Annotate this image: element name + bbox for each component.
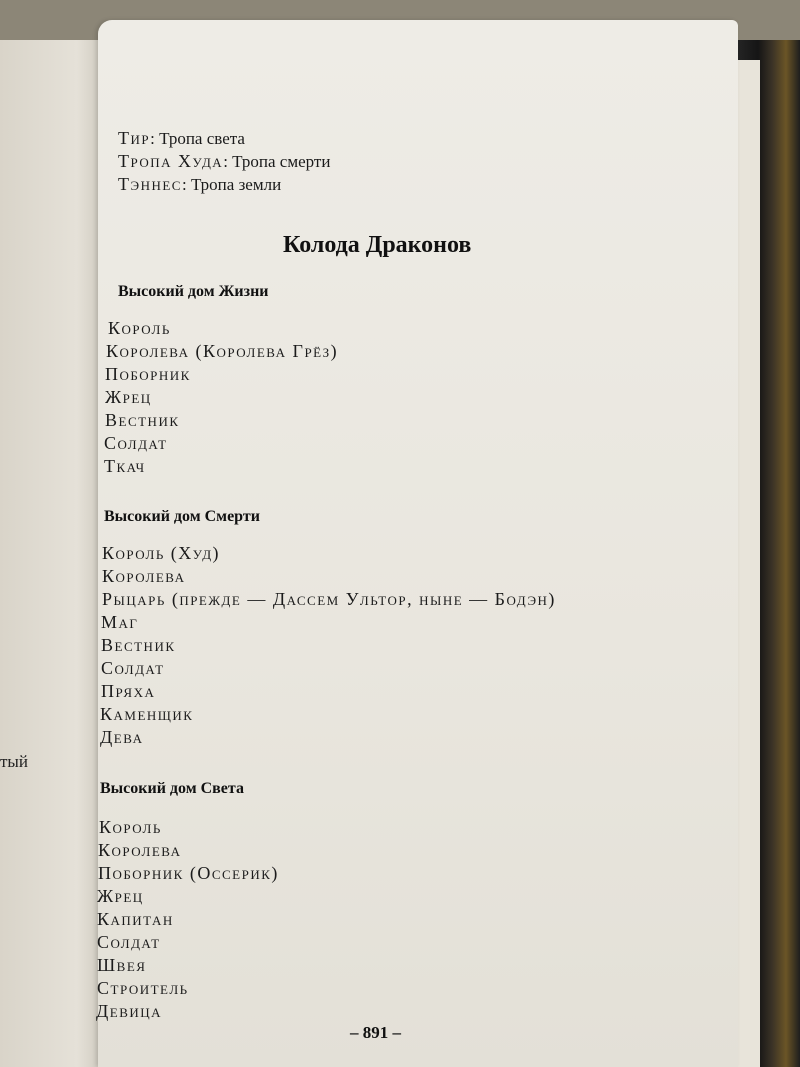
section-heading: Высокий дом Смерти <box>104 508 260 525</box>
intro-line: Тэннес: Тропа земли <box>118 174 282 194</box>
list-item: Рыцарь (прежде — Дассем Ультор, ныне — Бодэн) <box>102 589 556 609</box>
left-page-fragment: тый <box>0 752 28 771</box>
list-item: Каменщик <box>100 704 194 724</box>
list-item: Швея <box>97 955 147 975</box>
list-item: Солдат <box>104 433 168 453</box>
page-number: – 891 – <box>350 1023 401 1042</box>
list-item: Король <box>99 817 162 837</box>
list-item: Маг <box>101 612 139 632</box>
list-item: Поборник <box>105 364 191 384</box>
list-item: Солдат <box>101 658 165 678</box>
list-item: Строитель <box>97 978 189 998</box>
list-item: Солдат <box>97 932 161 952</box>
list-item: Жрец <box>105 387 152 407</box>
section-heading: Высокий дом Света <box>100 780 244 797</box>
list-item: Пряха <box>101 681 156 701</box>
list-item: Капитан <box>97 909 174 929</box>
intro-line: Тропа Худа: Тропа смерти <box>118 151 331 171</box>
section-heading: Высокий дом Жизни <box>118 283 269 300</box>
list-item: Вестник <box>101 635 176 655</box>
list-item: Поборник (Оссерик) <box>98 863 279 883</box>
intro-line: Тир: Тропа света <box>118 128 245 148</box>
list-item: Ткач <box>104 456 146 476</box>
list-item: Королева <box>102 566 186 586</box>
list-item: Жрец <box>97 886 144 906</box>
list-item: Королева (Королева Грёз) <box>106 341 339 361</box>
list-item: Король (Худ) <box>102 543 221 563</box>
list-item: Девица <box>96 1001 163 1021</box>
list-item: Вестник <box>105 410 180 430</box>
list-item: Король <box>108 318 171 338</box>
list-item: Дева <box>100 727 144 747</box>
left-page <box>0 40 110 1067</box>
page-title: Колода Драконов <box>283 232 472 258</box>
list-item: Королева <box>98 840 182 860</box>
